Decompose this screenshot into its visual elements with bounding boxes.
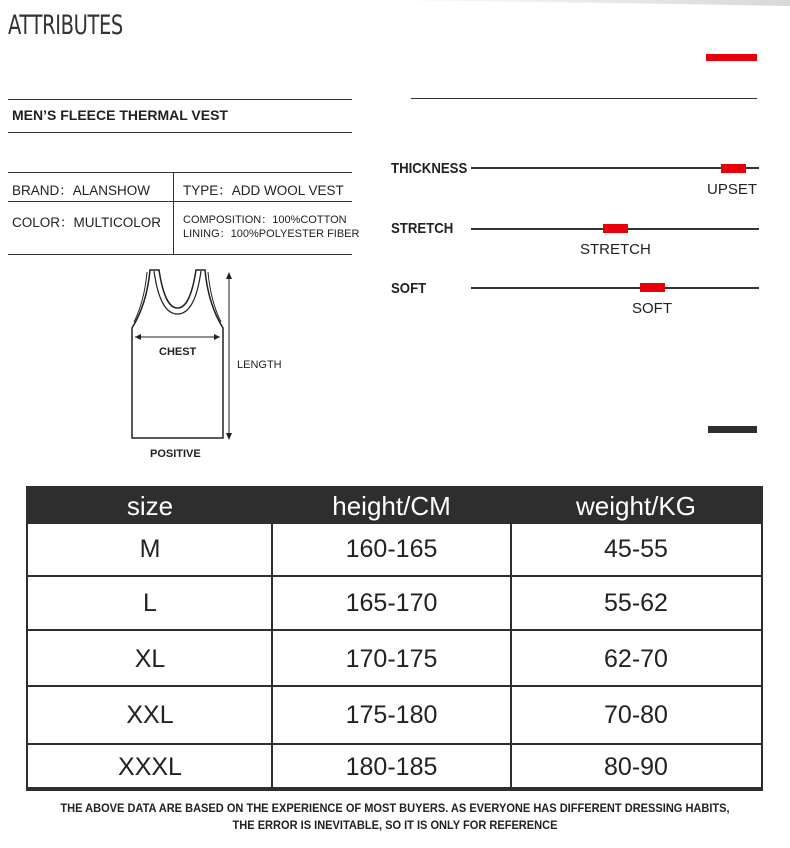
- divider: [411, 98, 757, 99]
- header-size: size: [126, 491, 174, 521]
- table-row: [28, 687, 761, 745]
- scale-level-marker: [721, 164, 746, 173]
- scale-caption: STRETCH: [580, 241, 651, 258]
- height-cell: 180-185: [345, 753, 438, 781]
- height-cell: 165-170: [345, 589, 438, 617]
- accent-dark-bar: [708, 426, 757, 433]
- scale-label: SOFT: [391, 280, 427, 297]
- scale-label: THICKNESS: [391, 160, 468, 177]
- table-row: [28, 524, 761, 577]
- type-value: TYPE：ADD WOOL VEST: [183, 183, 344, 198]
- divider: [8, 132, 352, 133]
- scale-label: STRETCH: [391, 220, 454, 237]
- header-height: height/CM: [332, 491, 451, 521]
- column-divider: [271, 524, 273, 789]
- table-row: [28, 631, 761, 687]
- accent-red-bar: [706, 54, 757, 61]
- height-cell: 175-180: [345, 701, 438, 729]
- weight-cell: 80-90: [604, 753, 668, 781]
- scale-level-marker: [640, 283, 665, 292]
- header-weight: weight/KG: [576, 491, 696, 521]
- brand-value: BRAND：ALANSHOW: [12, 183, 151, 198]
- divider: [8, 172, 352, 173]
- size-cell: XXXL: [118, 753, 182, 781]
- size-cell: XXL: [126, 701, 174, 729]
- weight-cell: 55-62: [604, 589, 668, 617]
- weight-cell: 62-70: [604, 645, 668, 673]
- divider: [8, 99, 352, 100]
- scale-caption: SOFT: [632, 300, 672, 317]
- color-value: COLOR：MULTICOLOR: [12, 215, 162, 230]
- weight-cell: 70-80: [604, 701, 668, 729]
- scale-level-marker: [603, 224, 628, 233]
- size-cell: L: [143, 589, 157, 617]
- divider: [8, 201, 352, 202]
- table-row: [28, 577, 761, 631]
- table-row: [28, 745, 761, 789]
- product-name: MEN’S FLEECE THERMAL VEST: [12, 107, 228, 123]
- chest-label: CHEST: [159, 346, 197, 358]
- column-divider: [173, 172, 174, 254]
- lining-value: LINING：100%POLYESTER FIBER: [183, 228, 360, 240]
- scale-track: [471, 167, 759, 169]
- view-label: POSITIVE: [150, 448, 201, 460]
- disclaimer-line: THE ERROR IS INEVITABLE, SO IT IS ONLY FOR REFERENCE: [232, 818, 558, 832]
- height-cell: 170-175: [345, 645, 438, 673]
- size-table-header: [28, 488, 761, 524]
- length-label: LENGTH: [237, 359, 282, 371]
- size-cell: M: [139, 535, 161, 563]
- scale-track: [471, 287, 759, 289]
- size-cell: XL: [134, 645, 166, 673]
- height-cell: 160-165: [345, 535, 438, 563]
- divider: [8, 254, 352, 255]
- top-decorative-shadow: [355, 0, 790, 8]
- page-title: ATTRIBUTES: [8, 10, 123, 41]
- composition-value: COMPOSITION：100%COTTON: [183, 214, 347, 226]
- disclaimer-line: THE ABOVE DATA ARE BASED ON THE EXPERIENCE OF MOST BUYERS. AS EVERYONE HAS DIFFERENT DRESSING HABITS,: [60, 801, 730, 815]
- size-table: [26, 486, 763, 791]
- column-divider: [510, 524, 512, 789]
- scale-caption: UPSET: [707, 181, 758, 198]
- weight-cell: 45-55: [604, 535, 668, 563]
- disclaimer: [32, 800, 759, 834]
